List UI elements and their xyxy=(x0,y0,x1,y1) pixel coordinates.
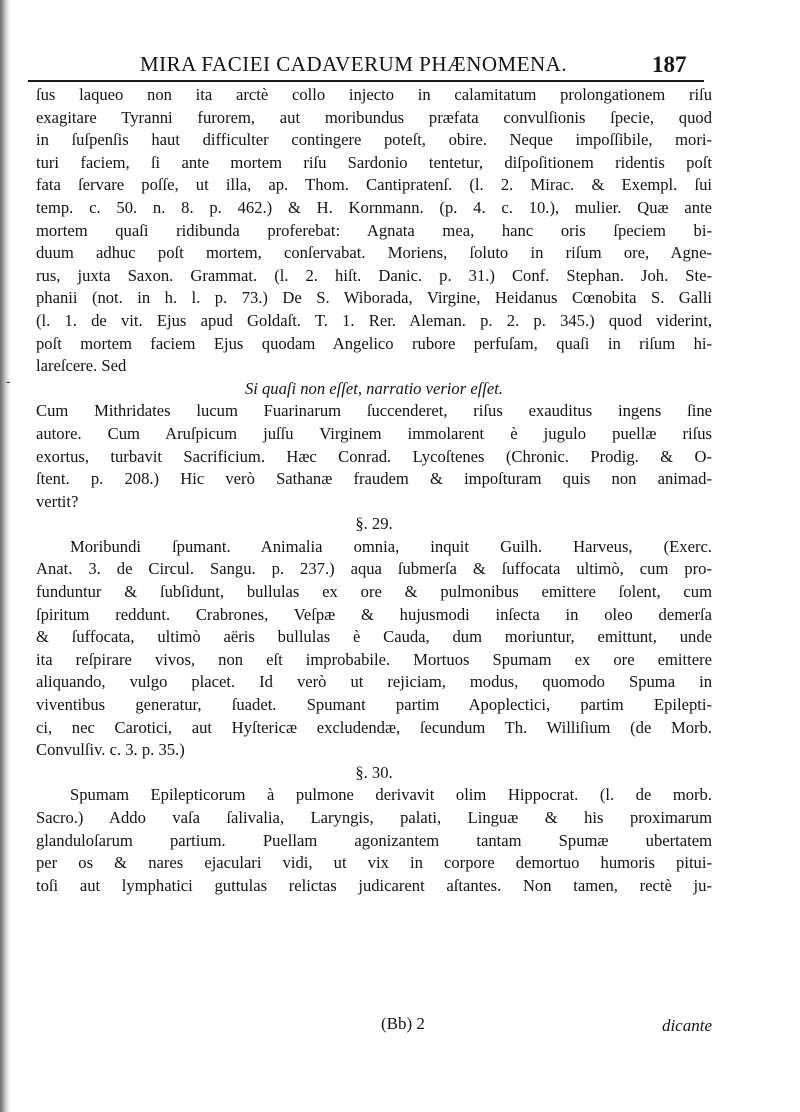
text-line: Moribundi ſpumant. Animalia omnia, inquit Guilh. Harveus, (Exerc. xyxy=(70,536,712,556)
text-line: ſpiritum reddunt. Crabrones, Veſpæ & hujusmodi inſecta in oleo demerſa xyxy=(36,604,712,624)
margin-mark: - xyxy=(6,374,11,390)
text-line: exagitare Tyranni furorem, aut moribundus præfata convulſionis ſpecie, quod xyxy=(36,107,712,127)
text-line: temp. c. 50. n. 8. p. 462.) & H. Kornmann. (p. 4. c. 10.), mulier. Quæ ante xyxy=(36,197,712,217)
text-line: exortus, turbavit Sacrificium. Hæc Conrad. Lycoſtenes (Chronic. Prodig. & O- xyxy=(36,446,712,466)
text-line: ci, nec Carotici, aut Hyſtericæ excludendæ, ſecundum Th. Williſium (de Morb. xyxy=(36,717,712,737)
text-line: (l. 1. de vit. Ejus apud Goldaſt. T. 1. Rer. Aleman. p. 2. p. 345.) quod viderint, xyxy=(36,310,712,330)
text-line: Convulſiv. c. 3. p. 35.) xyxy=(36,740,185,760)
text-line: in ſuſpenſis haut difficulter contingere poteſt, obire. Neque impoſſibile, mori- xyxy=(36,130,712,150)
text-line: & ſuffocata, ultimò aëris bullulas è Cauda, dum moriuntur, emittunt, unde xyxy=(36,627,712,647)
quotation-line: Si quaſi non eſſet, narratio verior eſſet. xyxy=(244,378,504,398)
text-line: ſus laqueo non ita arctè collo injecto in calamitatum prolongationem riſu xyxy=(36,85,712,104)
text-line: viventibus generatur, ſuadet. Spumant partim Apoplectici, partim Epilepti- xyxy=(36,695,712,715)
section-heading: §. 29. xyxy=(355,514,393,534)
binding-shadow xyxy=(0,0,10,1112)
text-line: phanii (not. in h. l. p. 73.) De S. Wiborada, Virgine, Heidanus Cœnobita S. Galli xyxy=(36,288,712,308)
text-line: funduntur & ſubſidunt, bullulas ex ore & pulmonibus emittere ſolent, cum xyxy=(36,582,712,602)
section-heading: §. 30. xyxy=(355,762,393,782)
text-line: lareſcere. Sed xyxy=(36,356,127,376)
text-line: mortem quaſi ridibunda proferebat: Agnata mea, hanc oris ſpeciem bi- xyxy=(36,220,712,240)
signature-mark: (Bb) 2 xyxy=(381,1014,425,1033)
text-line: Spumam Epilepticorum à pulmone derivavit olim Hippocrat. (l. de morb. xyxy=(70,785,712,805)
text-line: autore. Cum Aruſpicum juſſu Virginem immolarent è jugulo puellæ riſus xyxy=(36,423,712,443)
text-line: fata ſervare poſſe, ut illa, ap. Thom. Cantipratenſ. (l. 2. Mirac. & Exempl. ſui xyxy=(36,175,712,195)
text-line: aliquando, vulgo placet. Id verò ut rejiciam, modus, quomodo Spuma in xyxy=(36,672,712,692)
text-line: poſt mortem faciem Ejus quodam Angelico rubore perfuſam, quaſi in riſum hi- xyxy=(36,333,712,353)
text-line: Anat. 3. de Circul. Sangu. p. 237.) aqua ſubmerſa & ſuffocata ultimò, cum pro- xyxy=(36,559,712,579)
text-line: Cum Mithridates lucum Fuarinarum ſuccenderet, riſus exauditus ingens ſine xyxy=(36,401,712,421)
body-text xyxy=(36,84,712,897)
page-number: 187 xyxy=(652,52,687,77)
text-line: Sacro.) Addo vaſa ſalivalia, Laryngis, palati, Linguæ & his proximarum xyxy=(36,808,712,827)
text-line: duum adhuc poſt mortem, conſervabat. Moriens, ſoluto in riſum ore, Agne- xyxy=(36,243,712,263)
text-line: per os & nares ejaculari vidi, ut vix in corpore demortuo humoris pitui- xyxy=(36,853,712,873)
text-line: toſi aut lymphatici guttulas relictas judicarent aſtantes. Non tamen, rectè ju- xyxy=(36,875,712,895)
header-rule xyxy=(28,80,704,82)
page-footer xyxy=(36,1012,712,1038)
text-line: ita reſpirare vivos, non eſt improbabile. Mortuos Spumam ex ore emittere xyxy=(36,649,712,669)
catchword: dicante xyxy=(661,1016,712,1035)
text-line: rus, juxta Saxon. Grammat. (l. 2. hiſt. Danic. p. 31.) Conf. Stephan. Joh. Ste- xyxy=(36,265,712,285)
running-head: MIRA FACIEI CADAVERUM PHÆNOMENA. xyxy=(140,52,568,76)
text-line: glanduloſarum partium. Puellam agonizantem tantam Spumæ ubertatem xyxy=(36,830,712,850)
text-line: vertit? xyxy=(36,491,79,511)
text-line: turi faciem, ſi ante mortem riſu Sardonio tentetur, diſpoſitionem ridentis poſt xyxy=(36,152,712,172)
text-line: ſtent. p. 208.) Hic verò Sathanæ fraudem & impoſturam quis non animad- xyxy=(36,469,712,489)
